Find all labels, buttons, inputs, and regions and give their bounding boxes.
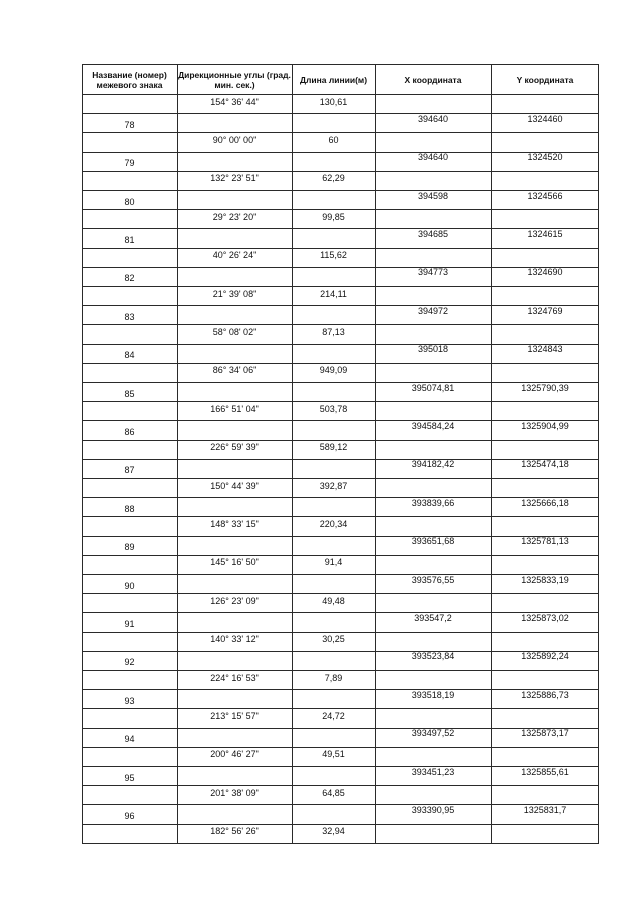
row-border — [82, 824, 599, 825]
segment-angle: 226° 59' 39" — [210, 442, 259, 453]
segment-length: 32,94 — [322, 826, 345, 837]
segment-length: 24,72 — [322, 711, 345, 721]
segment-angle: 150° 44' 39" — [210, 480, 259, 491]
segment-length: 91,4 — [324, 557, 343, 568]
point-x-coordinate: 394685 — [417, 229, 449, 239]
point-x-coordinate: 393497,52 — [411, 728, 455, 739]
point-name: 96 — [124, 811, 135, 821]
point-y-coordinate: 1325831,7 — [523, 805, 567, 815]
point-y-coordinate: 1325873,17 — [521, 728, 569, 739]
point-x-coordinate: 393390,95 — [411, 805, 455, 815]
segment-length: 7,89 — [324, 672, 343, 683]
point-name: 90 — [124, 580, 135, 591]
segment-length: 220,34 — [319, 519, 348, 529]
header-bottom-border — [82, 94, 599, 95]
segment-angle: 224° 16' 53" — [210, 672, 259, 683]
segment-angle: 213° 15' 57" — [210, 711, 259, 721]
point-x-coordinate: 393523,84 — [411, 651, 455, 662]
column-border — [375, 64, 376, 843]
segment-length: 589,12 — [319, 442, 348, 453]
segment-angle: 40° 26' 24" — [212, 250, 257, 261]
point-x-coordinate: 394598 — [417, 190, 449, 201]
row-border — [82, 286, 599, 287]
point-name: 92 — [124, 657, 135, 668]
row-border — [82, 209, 599, 210]
point-y-coordinate: 1325781,13 — [521, 536, 569, 547]
point-y-coordinate: 1325833,19 — [521, 574, 569, 585]
point-y-coordinate: 1325474,18 — [521, 459, 569, 470]
row-border — [82, 708, 599, 709]
point-x-coordinate: 393576,55 — [411, 574, 455, 585]
point-x-coordinate: 395018 — [417, 344, 449, 355]
point-name: 91 — [124, 619, 135, 629]
segment-angle: 154° 36' 44" — [210, 96, 259, 107]
point-y-coordinate: 1324843 — [527, 344, 563, 355]
point-y-coordinate: 1324690 — [527, 267, 563, 278]
point-name: 88 — [124, 503, 135, 514]
header-line-length: Длина линии(м) — [299, 75, 368, 85]
table-bottom-border — [82, 843, 599, 844]
point-x-coordinate: 394182,42 — [411, 459, 455, 470]
segment-angle: 58° 08' 02" — [212, 327, 257, 337]
segment-angle: 140° 33' 12" — [210, 634, 259, 645]
row-border — [82, 555, 599, 556]
point-y-coordinate: 1324460 — [527, 113, 563, 124]
segment-angle: 86° 34' 06" — [212, 365, 257, 376]
point-y-coordinate: 1324615 — [527, 229, 563, 239]
point-y-coordinate: 1325904,99 — [521, 421, 569, 431]
segment-length: 64,85 — [322, 787, 345, 798]
point-x-coordinate: 393839,66 — [411, 497, 455, 508]
point-name: 87 — [124, 465, 135, 476]
segment-length: 392,87 — [319, 480, 348, 491]
segment-angle: 200° 46' 27" — [210, 749, 259, 760]
row-border — [82, 516, 599, 517]
segment-length: 130,61 — [319, 96, 348, 107]
segment-angle: 145° 16' 50" — [210, 557, 259, 568]
point-y-coordinate: 1325790,39 — [521, 382, 569, 393]
point-x-coordinate: 394584,24 — [411, 421, 455, 431]
point-name: 89 — [124, 542, 135, 553]
point-name: 84 — [124, 350, 135, 361]
segment-angle: 126° 23' 09" — [210, 595, 259, 606]
segment-length: 949,09 — [319, 365, 348, 376]
point-x-coordinate: 394773 — [417, 267, 449, 278]
point-name: 80 — [124, 196, 135, 207]
point-y-coordinate: 1324520 — [527, 152, 563, 163]
point-x-coordinate: 393651,68 — [411, 536, 455, 547]
row-border — [82, 440, 599, 441]
header-x-coordinate: X координата — [404, 75, 462, 85]
coordinates-table — [82, 64, 599, 866]
segment-length: 62,29 — [322, 173, 345, 184]
segment-angle: 29° 23' 20" — [212, 211, 257, 222]
point-x-coordinate: 394972 — [417, 305, 449, 316]
row-border — [82, 670, 599, 671]
point-name: 81 — [124, 235, 135, 245]
row-border — [82, 401, 599, 402]
segment-angle: 201° 38' 09" — [210, 787, 259, 798]
segment-length: 214,11 — [320, 288, 347, 299]
point-y-coordinate: 1325855,61 — [521, 766, 569, 777]
point-y-coordinate: 1325892,24 — [521, 651, 569, 662]
point-name: 79 — [124, 158, 135, 169]
point-y-coordinate: 1325873,02 — [521, 613, 569, 623]
column-border — [598, 64, 599, 843]
header-y-coordinate: Y координата — [516, 75, 574, 85]
point-y-coordinate: 1325666,18 — [521, 497, 569, 508]
point-x-coordinate: 394640 — [417, 152, 449, 163]
point-name: 82 — [124, 273, 135, 284]
point-x-coordinate: 393518,19 — [411, 689, 455, 700]
row-border — [82, 363, 599, 364]
row-border — [82, 171, 599, 172]
point-name: 94 — [124, 734, 135, 745]
segment-angle: 21° 39' 08" — [212, 288, 257, 299]
row-border — [82, 248, 599, 249]
point-x-coordinate: 393547,2 — [414, 613, 452, 623]
segment-angle: 148° 33' 15" — [210, 519, 259, 529]
point-x-coordinate: 395074,81 — [411, 382, 455, 393]
point-x-coordinate: 394640 — [417, 113, 449, 124]
segment-length: 60 — [328, 135, 339, 145]
segment-length: 30,25 — [322, 634, 345, 645]
segment-angle: 132° 23' 51" — [210, 173, 259, 184]
point-y-coordinate: 1324566 — [527, 190, 563, 201]
segment-length: 99,85 — [322, 211, 345, 222]
row-border — [82, 632, 599, 633]
point-name: 95 — [124, 772, 135, 783]
segment-length: 503,78 — [319, 403, 348, 414]
point-y-coordinate: 1325886,73 — [521, 689, 569, 700]
segment-angle: 166° 51' 04" — [210, 403, 259, 414]
segment-length: 49,48 — [322, 595, 345, 606]
row-border — [82, 593, 599, 594]
point-name: 78 — [124, 119, 135, 130]
segment-length: 87,13 — [322, 327, 345, 337]
row-border — [82, 132, 599, 133]
segment-length: 115,62 — [320, 250, 347, 261]
point-name: 85 — [124, 388, 135, 399]
point-name: 83 — [124, 311, 135, 322]
segment-angle: 182° 56' 26" — [210, 826, 259, 837]
table-top-border — [82, 64, 599, 65]
point-x-coordinate: 393451,23 — [411, 766, 455, 777]
row-border — [82, 478, 599, 479]
row-border — [82, 747, 599, 748]
segment-angle: 90° 00' 00" — [212, 135, 257, 145]
header-directional-angles: Дирекционные углы (град. мин. сек.) — [178, 70, 291, 90]
header-point-name: Название (номер) межевого знака — [92, 70, 167, 90]
row-border — [82, 785, 599, 786]
column-border — [491, 64, 492, 843]
point-y-coordinate: 1324769 — [527, 305, 563, 316]
point-name: 86 — [124, 427, 135, 437]
row-border — [82, 324, 599, 325]
point-name: 93 — [124, 695, 135, 706]
column-border — [82, 64, 83, 843]
segment-length: 49,51 — [322, 749, 345, 760]
